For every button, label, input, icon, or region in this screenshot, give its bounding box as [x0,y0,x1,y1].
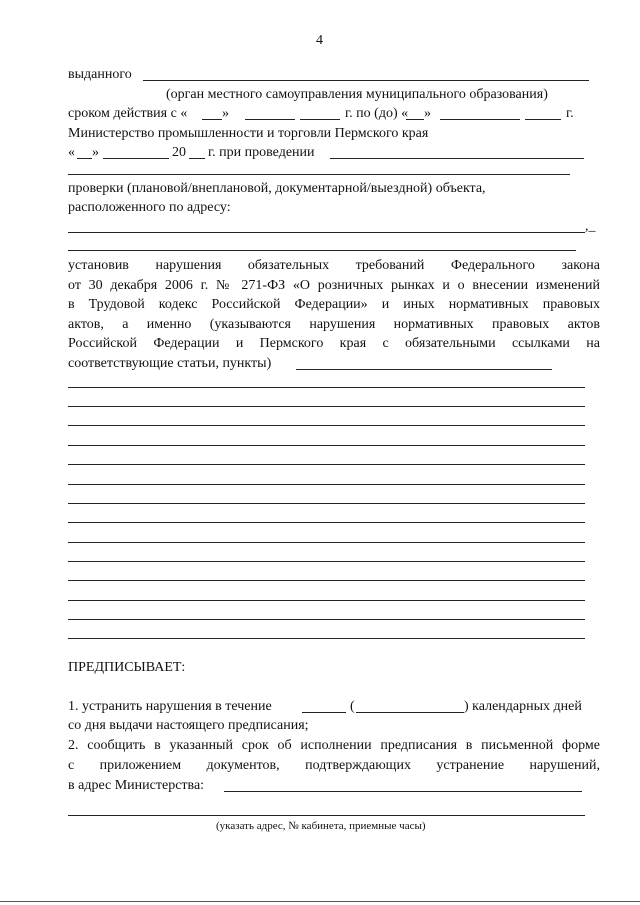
address-caption: (указать адрес, № кабинета, приемные часы) [216,820,426,832]
item1-suffix: ) календарных дней [464,699,582,714]
violations-fill-line [296,369,552,370]
blank-line [68,638,585,639]
prescribes-heading: ПРЕДПИСЫВАЕТ: [68,660,186,675]
validity-day2-line [406,119,424,120]
date-year-line [189,158,205,159]
blank-line [68,542,585,543]
blank-line [68,406,585,407]
blank-line [68,503,585,504]
ministry-address-line-2 [68,815,585,816]
authority-line [143,80,589,81]
validity-month2-line [440,119,520,120]
violations-line-3: в Трудовой кодекс Российской Федерации» и иных нормативных правовых [68,297,600,312]
blank-line [68,561,585,562]
validity-year2-line [525,119,561,120]
blank-line [68,464,585,465]
blank-line [68,619,585,620]
page-bottom-edge [0,901,640,902]
located-label: расположенного по адресу: [68,200,231,215]
blank-line [68,445,585,446]
violations-line-1: установив нарушения обязательных требований Федерального закона [68,258,600,273]
violations-line-6: соответствующие статьи, пункты) [68,356,272,371]
item2-line-1: 2. сообщить в указанный срок об исполнении предписания в письменной форме [68,738,600,753]
blank-line [68,580,585,581]
validity-day1-line [202,119,222,120]
inspection-type-line-2 [68,174,570,175]
item1-words-line [356,712,464,713]
validity-suffix: г. [566,106,574,121]
inspection-type-line [330,158,584,159]
page-number: 4 [316,33,323,48]
date-open-quote: « [68,145,75,160]
blank-line [68,600,585,601]
validity-prefix: сроком действия с « [68,106,188,121]
date-day-line [77,158,92,159]
violations-line-4: актов, а именно (указываются нарушения нормативных правовых актов [68,317,600,332]
item1-prefix: 1. устранить нарушения в течение [68,699,272,714]
blank-line [68,484,585,485]
date-close-quote: » [92,145,99,160]
authority-caption: (орган местного самоуправления муниципального образования) [166,87,548,102]
blank-line [68,522,585,523]
validity-mid: г. по (до) « [345,106,409,121]
violations-line-2: от 30 декабря 2006 г. № 271-ФЗ «О розничных рынках и о внесении изменений [68,278,600,293]
ministry-line: Министерство промышленности и торговли Пермского края [68,126,429,141]
date-month-line [103,158,169,159]
date-suffix: г. при проведении [208,145,315,160]
blank-line [68,425,585,426]
address-line-1 [68,232,585,233]
issued-label: выданного [68,67,132,82]
validity-quote2: » [424,106,431,121]
date-year-prefix: 20 [172,145,186,160]
address-line-2 [68,250,576,251]
validity-month1-line [245,119,295,120]
inspection-label: проверки (плановой/внеплановой, документарной/выездной) объекта, [68,181,486,196]
address-comma: ,_ [585,219,596,234]
blank-line [68,387,585,388]
item2-line-2: с приложением документов, подтверждающих устранение нарушений, [68,758,600,773]
item1-paren-open: ( [350,699,355,714]
item1-days-line [302,712,346,713]
validity-year1-line [300,119,340,120]
item2-line-3: в адрес Министерства: [68,778,205,793]
violations-line-5: Российской Федерации и Пермского края с обязательными ссылками на [68,336,600,351]
validity-quote1: » [222,106,229,121]
item1-line2: со дня выдачи настоящего предписания; [68,718,309,733]
ministry-address-line [224,791,582,792]
